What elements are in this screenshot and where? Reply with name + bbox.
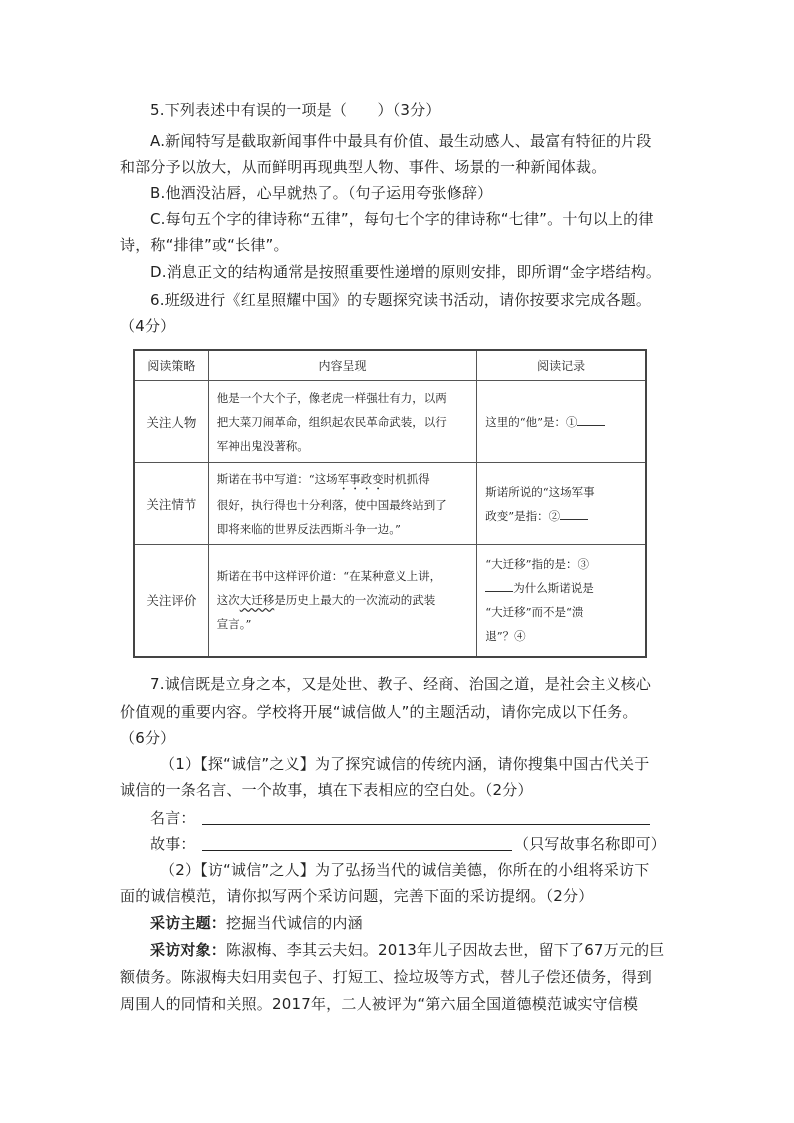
theme-label: 采访主题：	[150, 914, 227, 932]
q5-option-b: B.他酒没沾唇，心早就热了。（句子运用夸张修辞）	[150, 184, 493, 202]
content-fragment: 这次	[216, 593, 240, 608]
q5-option-c-line2: 诗，称“排律”或“长律”。	[120, 236, 289, 254]
content-fragment: 斯诺在书中写道：“这场	[216, 471, 338, 486]
q7-stem-line1: 7.诚信既是立身之本，又是处世、教子、经商、治国之道，是社会主义核心	[150, 675, 652, 693]
answer-blank[interactable]	[577, 413, 605, 426]
record-line: 这里的“他”是：①	[485, 414, 578, 429]
q7-part2-line1: （2）【访“诚信”之人】为了弘扬当代的诚信美德，你所在的小组将采访下	[160, 861, 650, 879]
record-fragment: 政变”是指：②	[485, 508, 561, 523]
story-note: （只写故事名称即可）	[514, 835, 667, 853]
table-row	[134, 463, 646, 545]
q7-part1-line1: （1）【探“诚信”之义】为了探究诚信的传统内涵，请你搜集中国古代关于	[160, 755, 650, 773]
content-line: 把大菜刀闹革命，组织起农民革命武装，以行	[216, 414, 447, 429]
table-row	[134, 545, 646, 657]
content-line: 很好，执行得也十分利落，使中国最终站到了	[216, 497, 447, 512]
story-label: 故事：	[150, 835, 196, 853]
record-cell	[477, 545, 646, 657]
content-line: 军神出鬼没著称。	[216, 438, 309, 453]
emphasized-phrase: 大迁移	[239, 593, 275, 608]
record-fragment: 为什么斯诺说是	[513, 581, 594, 596]
q7-part2-line2: 面的诚信模范，请你拟写两个采访问题，完善下面的采访提纲。（2分）	[120, 887, 594, 905]
record-cell	[477, 463, 646, 545]
table-header-row	[134, 350, 646, 381]
q7-part1-line2: 诚信的一条名言、一个故事，填在下表相应的空白处。（2分）	[120, 781, 533, 799]
q6-stem-line1: 6.班级进行《红星照耀中国》的专题探究读书活动，请你按要求完成各题。	[150, 291, 652, 309]
q6-stem-line2: （4分）	[120, 317, 176, 335]
interview-target-line2: 额债务。陈淑梅夫妇用卖包子、打短工、捡垃圾等方式，替儿子偿还债务，得到	[120, 968, 653, 986]
q5-option-c-line1: C.每句五个字的律诗称“五律”，每句七个字的律诗称“七律”。十句以上的律	[150, 210, 654, 228]
answer-blank[interactable]	[560, 507, 588, 520]
q5-stem: 5.下列表述中有误的一项是（ ）（3分）	[150, 101, 441, 119]
motto-label: 名言：	[150, 809, 196, 827]
strategy-cell: 关注情节	[134, 463, 208, 545]
record-line	[485, 576, 637, 600]
interview-theme	[150, 913, 363, 933]
content-fragment: 时机抓得	[383, 471, 430, 486]
record-line: 斯诺所说的“这场军事	[485, 484, 595, 499]
motto-answer-line[interactable]	[202, 824, 650, 825]
record-line: 退”？④	[485, 629, 526, 644]
content-line	[217, 588, 469, 612]
record-line: “大迁移”而不是“溃	[485, 605, 584, 620]
table-row	[134, 381, 646, 463]
content-line	[217, 467, 469, 493]
q7-stem-line3: （6分）	[120, 729, 176, 747]
content-line: 斯诺在书中这样评价道：“在某种意义上讲，	[216, 569, 442, 584]
interview-target-line1	[150, 940, 664, 960]
content-fragment: 是历史上最大的一次流动的武装	[274, 593, 436, 608]
q7-stem-line2: 价值观的重要内容。学校将开展“诚信做人”的主题活动，请你完成以下任务。	[120, 703, 638, 721]
table-header: 内容呈现	[208, 350, 477, 381]
q5-option-d: D.消息正文的结构通常是按照重要性递增的原则安排，即所谓“金字塔结构。	[150, 263, 662, 281]
theme-value: 挖掘当代诚信的内涵	[226, 914, 363, 932]
target-label: 采访对象：	[150, 941, 227, 959]
table-header: 阅读记录	[477, 350, 646, 381]
record-line	[485, 504, 637, 528]
strategy-cell: 关注人物	[134, 381, 208, 463]
content-line: 即将来临的世界反法西斯斗争一边。”	[216, 521, 401, 536]
content-cell	[208, 545, 477, 657]
content-line: 他是一个大个子，像老虎一样强壮有力，以两	[216, 390, 447, 405]
content-cell	[208, 463, 477, 545]
reading-strategy-table	[133, 349, 647, 658]
q5-option-a-line2: 和部分予以放大，从而鲜明再现典型人物、事件、场景的一种新闻体裁。	[120, 158, 607, 176]
interview-target-line3: 周围人的同情和关照。2017年，二人被评为“第六届全国道德模范诚实守信模	[120, 995, 639, 1013]
story-answer-line[interactable]	[202, 850, 512, 851]
target-text: 陈淑梅、李其云夫妇。2013年儿子因故去世，留下了67万元的巨	[226, 941, 665, 959]
content-cell	[208, 381, 477, 463]
content-line: 宣言。”	[216, 617, 252, 632]
strategy-cell: 关注评价	[134, 545, 208, 657]
record-cell	[477, 381, 646, 463]
table-header: 阅读策略	[134, 350, 208, 381]
answer-blank[interactable]	[485, 579, 513, 592]
record-line: “大迁移”指的是：③	[485, 557, 589, 572]
q5-option-a-line1: A.新闻特写是截取新闻事件中最具有价值、最生动感人、最富有特征的片段	[150, 132, 652, 150]
emphasized-phrase: 军事政变	[337, 471, 384, 486]
